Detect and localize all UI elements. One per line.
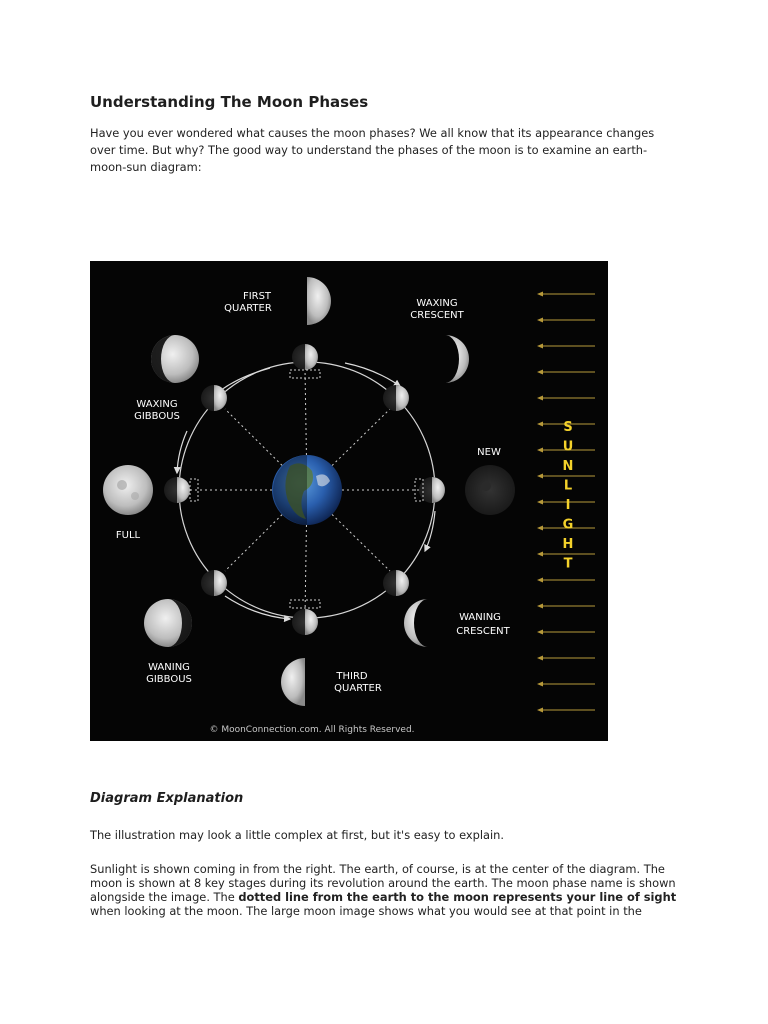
label-waxing-gibbous-2: GIBBOUS xyxy=(134,411,180,422)
label-waning-gibbous-1: WANING xyxy=(148,662,190,673)
waxing-gibbous-moon xyxy=(151,335,199,383)
sunlight-arrow-head xyxy=(537,292,543,297)
orbit-arrow-top-right xyxy=(345,363,400,386)
sunlight-arrow-head xyxy=(537,526,543,531)
copyright-text: © MoonConnection.com. All Rights Reserved. xyxy=(209,725,415,735)
page-title: Understanding The Moon Phases xyxy=(90,93,369,111)
sunlight-arrow-head xyxy=(537,552,543,557)
sunlight-label xyxy=(563,420,574,572)
first-quarter-moon xyxy=(307,277,331,325)
sunlight-arrow-head xyxy=(537,344,543,349)
sunlight-arrow-head xyxy=(537,578,543,583)
label-waning-crescent-2: CRESCENT xyxy=(456,626,510,637)
earth-globe xyxy=(272,455,342,525)
sunlight-arrow-head xyxy=(537,448,543,453)
sunlight-letter: H xyxy=(562,537,574,552)
sunlight-arrow-head xyxy=(537,396,543,401)
sunlight-arrow-head xyxy=(537,500,543,505)
label-waxing-crescent-2: CRESCENT xyxy=(410,310,464,321)
explanation-paragraph-1: The illustration may look a little complex at first, but it's easy to explain. xyxy=(90,828,505,842)
waning-crescent-moon xyxy=(404,599,428,647)
label-waning-gibbous-2: GIBBOUS xyxy=(146,674,192,685)
sunlight-letter: S xyxy=(563,420,573,435)
label-full: FULL xyxy=(115,530,141,541)
label-third-quarter-1: THIRD xyxy=(336,671,368,682)
label-waxing-gibbous-1: WAXING xyxy=(136,399,178,410)
label-waning-crescent-1: WANING xyxy=(459,612,501,623)
explanation-paragraph-2 xyxy=(90,862,690,918)
sunlight-arrow-head xyxy=(537,682,543,687)
sunlight-arrow-head xyxy=(537,370,543,375)
sunlight-letter: G xyxy=(562,517,574,533)
orbit-arrow-right xyxy=(425,511,435,551)
waxing-crescent-moon xyxy=(445,335,469,383)
sunlight-letter: U xyxy=(562,439,574,455)
sunlight-letter: T xyxy=(563,556,573,572)
moon-phase-svg xyxy=(90,261,608,741)
sunlight-letter: I xyxy=(565,498,571,513)
sunlight-letter: L xyxy=(563,478,573,494)
new-moon xyxy=(465,465,515,515)
full-moon xyxy=(103,465,153,515)
para2-text-2: when looking at the moon. The large moon image shows what you would see at that point in the xyxy=(90,904,642,918)
sunlight-letter: N xyxy=(562,459,574,474)
section-heading: Diagram Explanation xyxy=(90,791,244,806)
third-quarter-moon xyxy=(281,658,305,706)
para2-text-1: Sunlight is shown coming in from the right. The earth, of course, is at the center of the diagram. The moon is shown at 8 key stages during its revolution around the earth. The moon phase name is shown alongside the image. The xyxy=(90,862,676,904)
waning-gibbous-moon xyxy=(144,599,192,647)
label-first-quarter-2: QUARTER xyxy=(224,303,272,314)
sunlight-arrow-head xyxy=(537,708,543,713)
sunlight-arrow-head xyxy=(537,474,543,479)
sunlight-arrow-head xyxy=(537,604,543,609)
para2-bold-text: dotted line from the earth to the moon represents your line of sight xyxy=(238,890,677,904)
sunlight-arrow-head xyxy=(537,318,543,323)
intro-paragraph: Have you ever wondered what causes the moon phases? We all know that its appearance changes over time. But why? The good way to understand the phases of the moon is to examine an earth-moon-sun diagram: xyxy=(90,126,655,174)
sunlight-arrow-head xyxy=(537,656,543,661)
moon-phase-diagram xyxy=(90,261,608,741)
orbit-arrow-left xyxy=(177,431,187,473)
label-first-quarter-1: FIRST xyxy=(242,291,272,302)
sunlight-arrow-head xyxy=(537,422,543,427)
label-waxing-crescent-1: WAXING xyxy=(416,298,458,309)
sunlight-arrow-head xyxy=(537,630,543,635)
label-third-quarter-2: QUARTER xyxy=(334,683,382,694)
label-new: NEW xyxy=(477,447,501,458)
